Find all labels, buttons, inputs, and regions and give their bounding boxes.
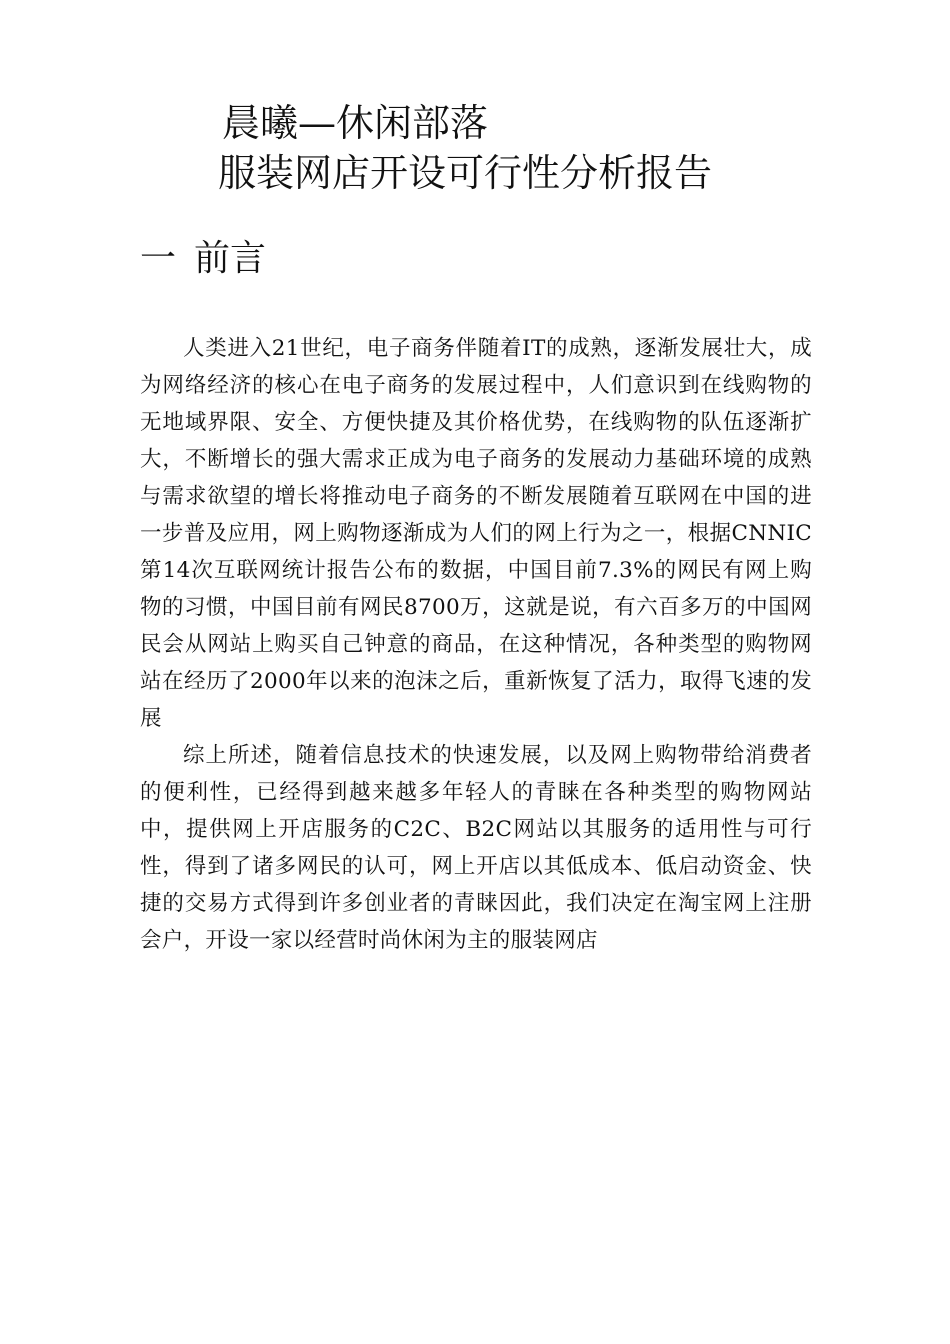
section-title: 前言 xyxy=(194,238,267,279)
paragraph: 人类进入21世纪，电子商务伴随着IT的成熟，逐渐发展壮大，成为网络经济的核心在电子商务的发展过程中，人们意识到在线购物的无地域界限、安全、方便快捷及其价格优势，在线购物的队伍逐渐扩大，不断增长的强大需求正成为电子商务的发展动力基础环境的成熟与需求欲望的增长将推动电子商务的不断发展随着互联网在中国的进一步普及应用，网上购物逐渐成为人们的网上行为之一，根据CNNIC第14次互联网统计报告公布的数据，中国目前7.3%的网民有网上购物的习惯，中国目前有网民8700万，这就是说，有六百多万的中国网民会从网站上购买自己钟意的商品，在这种情况，各种类型的购物网站在经历了2000年以来的泡沫之后，重新恢复了活力，取得飞速的发展 xyxy=(140,336,812,731)
section-body xyxy=(140,330,812,959)
paragraph: 综上所述，随着信息技术的快速发展，以及网上购物带给消费者的便利性，已经得到越来越多年轻人的青睐在各种类型的购物网站中，提供网上开店服务的C2C、B2C网站以其服务的适用性与可行性，得到了诸多网民的认可，网上开店以其低成本、低启动资金、快捷的交易方式得到许多创业者的青睐因此，我们决定在淘宝网上注册会户，开设一家以经营时尚休闲为主的服装网店 xyxy=(140,743,812,953)
document-subtitle: 服装网店开设可行性分析报告 xyxy=(218,151,713,195)
document-title: 晨曦—休闲部落 xyxy=(222,101,489,145)
section-number: 一 xyxy=(140,238,177,279)
section-heading xyxy=(140,237,266,281)
